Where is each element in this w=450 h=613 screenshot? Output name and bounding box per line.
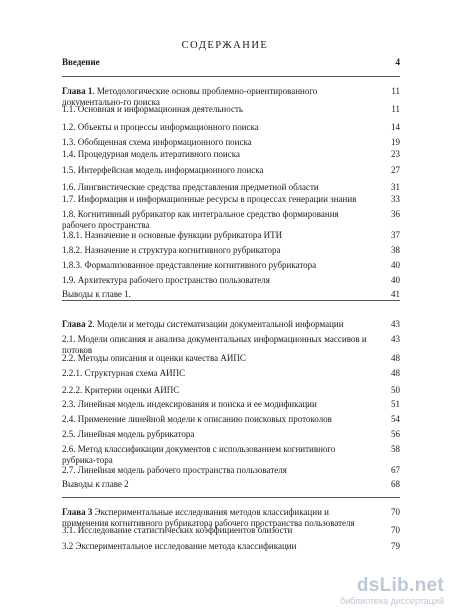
toc-entry [62,149,400,160]
watermark-subtitle: библиотека диссертаций [339,596,444,606]
toc-entry-page: 48 [391,353,400,363]
toc-entry-page: 68 [391,479,400,489]
toc-entry [62,414,400,425]
toc-entry-page: 79 [391,541,400,551]
toc-entry [62,399,400,410]
page-title: СОДЕРЖАНИЕ [181,40,269,51]
toc-entry [62,137,400,148]
toc-entry-page: 19 [391,137,400,147]
toc-entry-title: 1.5. Интерфейсная модель информационного поиска [62,165,264,175]
toc-entry-title: 1.4. Процедурная модель итеративного поиска [62,149,240,159]
toc-entry-title: 2.1. Модели описания и анализа документальных информационных массивов и потоков [62,334,367,355]
toc-entry-title: 2.7. Линейная модель рабочего пространства пользователя [62,465,287,475]
section-divider [62,76,400,77]
toc-entry [62,465,400,476]
toc-entry-title: 2.2. Методы описания и оценки качества АИПС [62,353,246,363]
toc-entry-title: 1.8.2. Назначение и структура когнитивного рубрикатора [62,245,281,255]
section-divider [62,300,400,301]
watermark-logo: dsLib.net [356,575,444,596]
toc-entry [62,319,400,330]
toc-entry [62,479,400,490]
toc-entry-title: 1.2. Объекты и процессы информационного поиска [62,122,259,132]
toc-entry [62,385,400,396]
toc-entry-title: 3.1. Исследование статистических коэффициентов близости [62,525,293,535]
toc-entry-page: 70 [391,525,400,535]
toc-entry [62,525,400,536]
toc-entry-page: 40 [391,275,400,285]
toc-entry-page: 14 [391,122,400,132]
toc-entry-page: 58 [391,444,400,454]
toc-entry-page: 4 [395,57,400,67]
toc-entry-page: 27 [391,165,400,175]
toc-entry-title: 1.8. Когнитивный рубрикатор как интегральное средство формирования рабочего пространства [62,209,339,230]
section-divider [62,497,400,498]
toc-entry-title: 1.8.3. Формализованное представление когнитивного рубрикатора [62,260,317,270]
toc-entry-title: 1.1. Основная и информационная деятельность [62,104,243,114]
toc-entry-page: 48 [391,368,400,378]
toc-entry-title: 2.4. Применение линейной модели к описанию поисковых протоколов [62,414,332,424]
toc-entry-title: 1.7. Информация и информационные ресурсы в процессах генерации знания [62,194,357,204]
toc-entry-page: 38 [391,245,400,255]
toc-entry [62,368,400,379]
toc-entry-title: Глава 1. Методологические основы проблемно-ориентированного документально-го поиска [62,86,318,107]
watermark [340,576,444,607]
toc-entry-title: 3.2 Экспериментальное исследование метода классификации [62,541,297,551]
toc-entry-title: 2.2.2. Критерии оценки АИПС [62,385,180,395]
toc-entry [62,104,400,115]
toc-entry-title: Выводы к главе 1. [62,289,131,299]
toc-entry-title: 1.6. Лингвистические средства представления предметной области [62,182,319,192]
toc-entry [62,165,400,176]
toc-entry-page: 67 [391,465,400,475]
toc-entry-title: 1.3. Обобщенная схема информационного поиска [62,137,252,147]
toc-entry-page: 23 [391,149,400,159]
toc-entry [62,541,400,552]
toc-entry [62,334,400,355]
toc-entry-page: 70 [391,507,400,517]
toc-entry [62,194,400,205]
toc-entry-title: 2.2.1. Структурная схема АИПС [62,368,186,378]
toc-entry-page: 31 [391,182,400,192]
toc-entry-page: 43 [391,334,400,344]
toc-entry-page: 51 [391,399,400,409]
toc-entry-page: 33 [391,194,400,204]
toc-entry-page: 41 [391,289,400,299]
toc-entry [62,122,400,133]
toc-entry-title: 1.9. Архитектура рабочего пространство пользователя [62,275,270,285]
toc-entry-title: 1.8.1. Назначение и основные функции рубрикатора ИТИ [62,230,283,240]
toc-entry-title: Глава 2. Модели и методы систематизации документальной информации [62,319,344,329]
toc-entry-page: 11 [391,86,400,96]
toc-entry-title: 2.5. Линейная модель рубрикатора [62,429,195,439]
toc-entry [62,289,400,300]
toc-entry [62,230,400,241]
toc-entry-title: Глава 3 Экспериментальные исследования методов классификации и применения когнитивного рубрикатора рабочего пространства пользователя [62,507,355,528]
toc-entry-page: 40 [391,260,400,270]
toc-entry-page: 37 [391,230,400,240]
toc-entry-title: Выводы к главе 2 [62,479,129,489]
toc-entry [62,260,400,271]
toc-entry-page: 11 [391,104,400,114]
toc-entry [62,209,400,230]
toc-entry-page: 54 [391,414,400,424]
toc-entry-title: 2.3. Линейная модель индексирования и поиска и ее модификации [62,399,317,409]
toc-entry [62,275,400,286]
toc-entry [62,353,400,364]
toc-entry [62,182,400,193]
toc-entry-page: 56 [391,429,400,439]
toc-entry-page: 43 [391,319,400,329]
toc-entry [62,444,400,465]
toc-entry [62,245,400,256]
toc-entry-page: 36 [391,209,400,219]
toc-entry-page: 50 [391,385,400,395]
toc-entry [62,57,400,68]
toc-entry [62,429,400,440]
toc-entry-title: 2.6. Метод классификации документов с использованием когнитивного рубрика-тора [62,444,336,465]
toc-entry-title: Введение [62,57,100,67]
